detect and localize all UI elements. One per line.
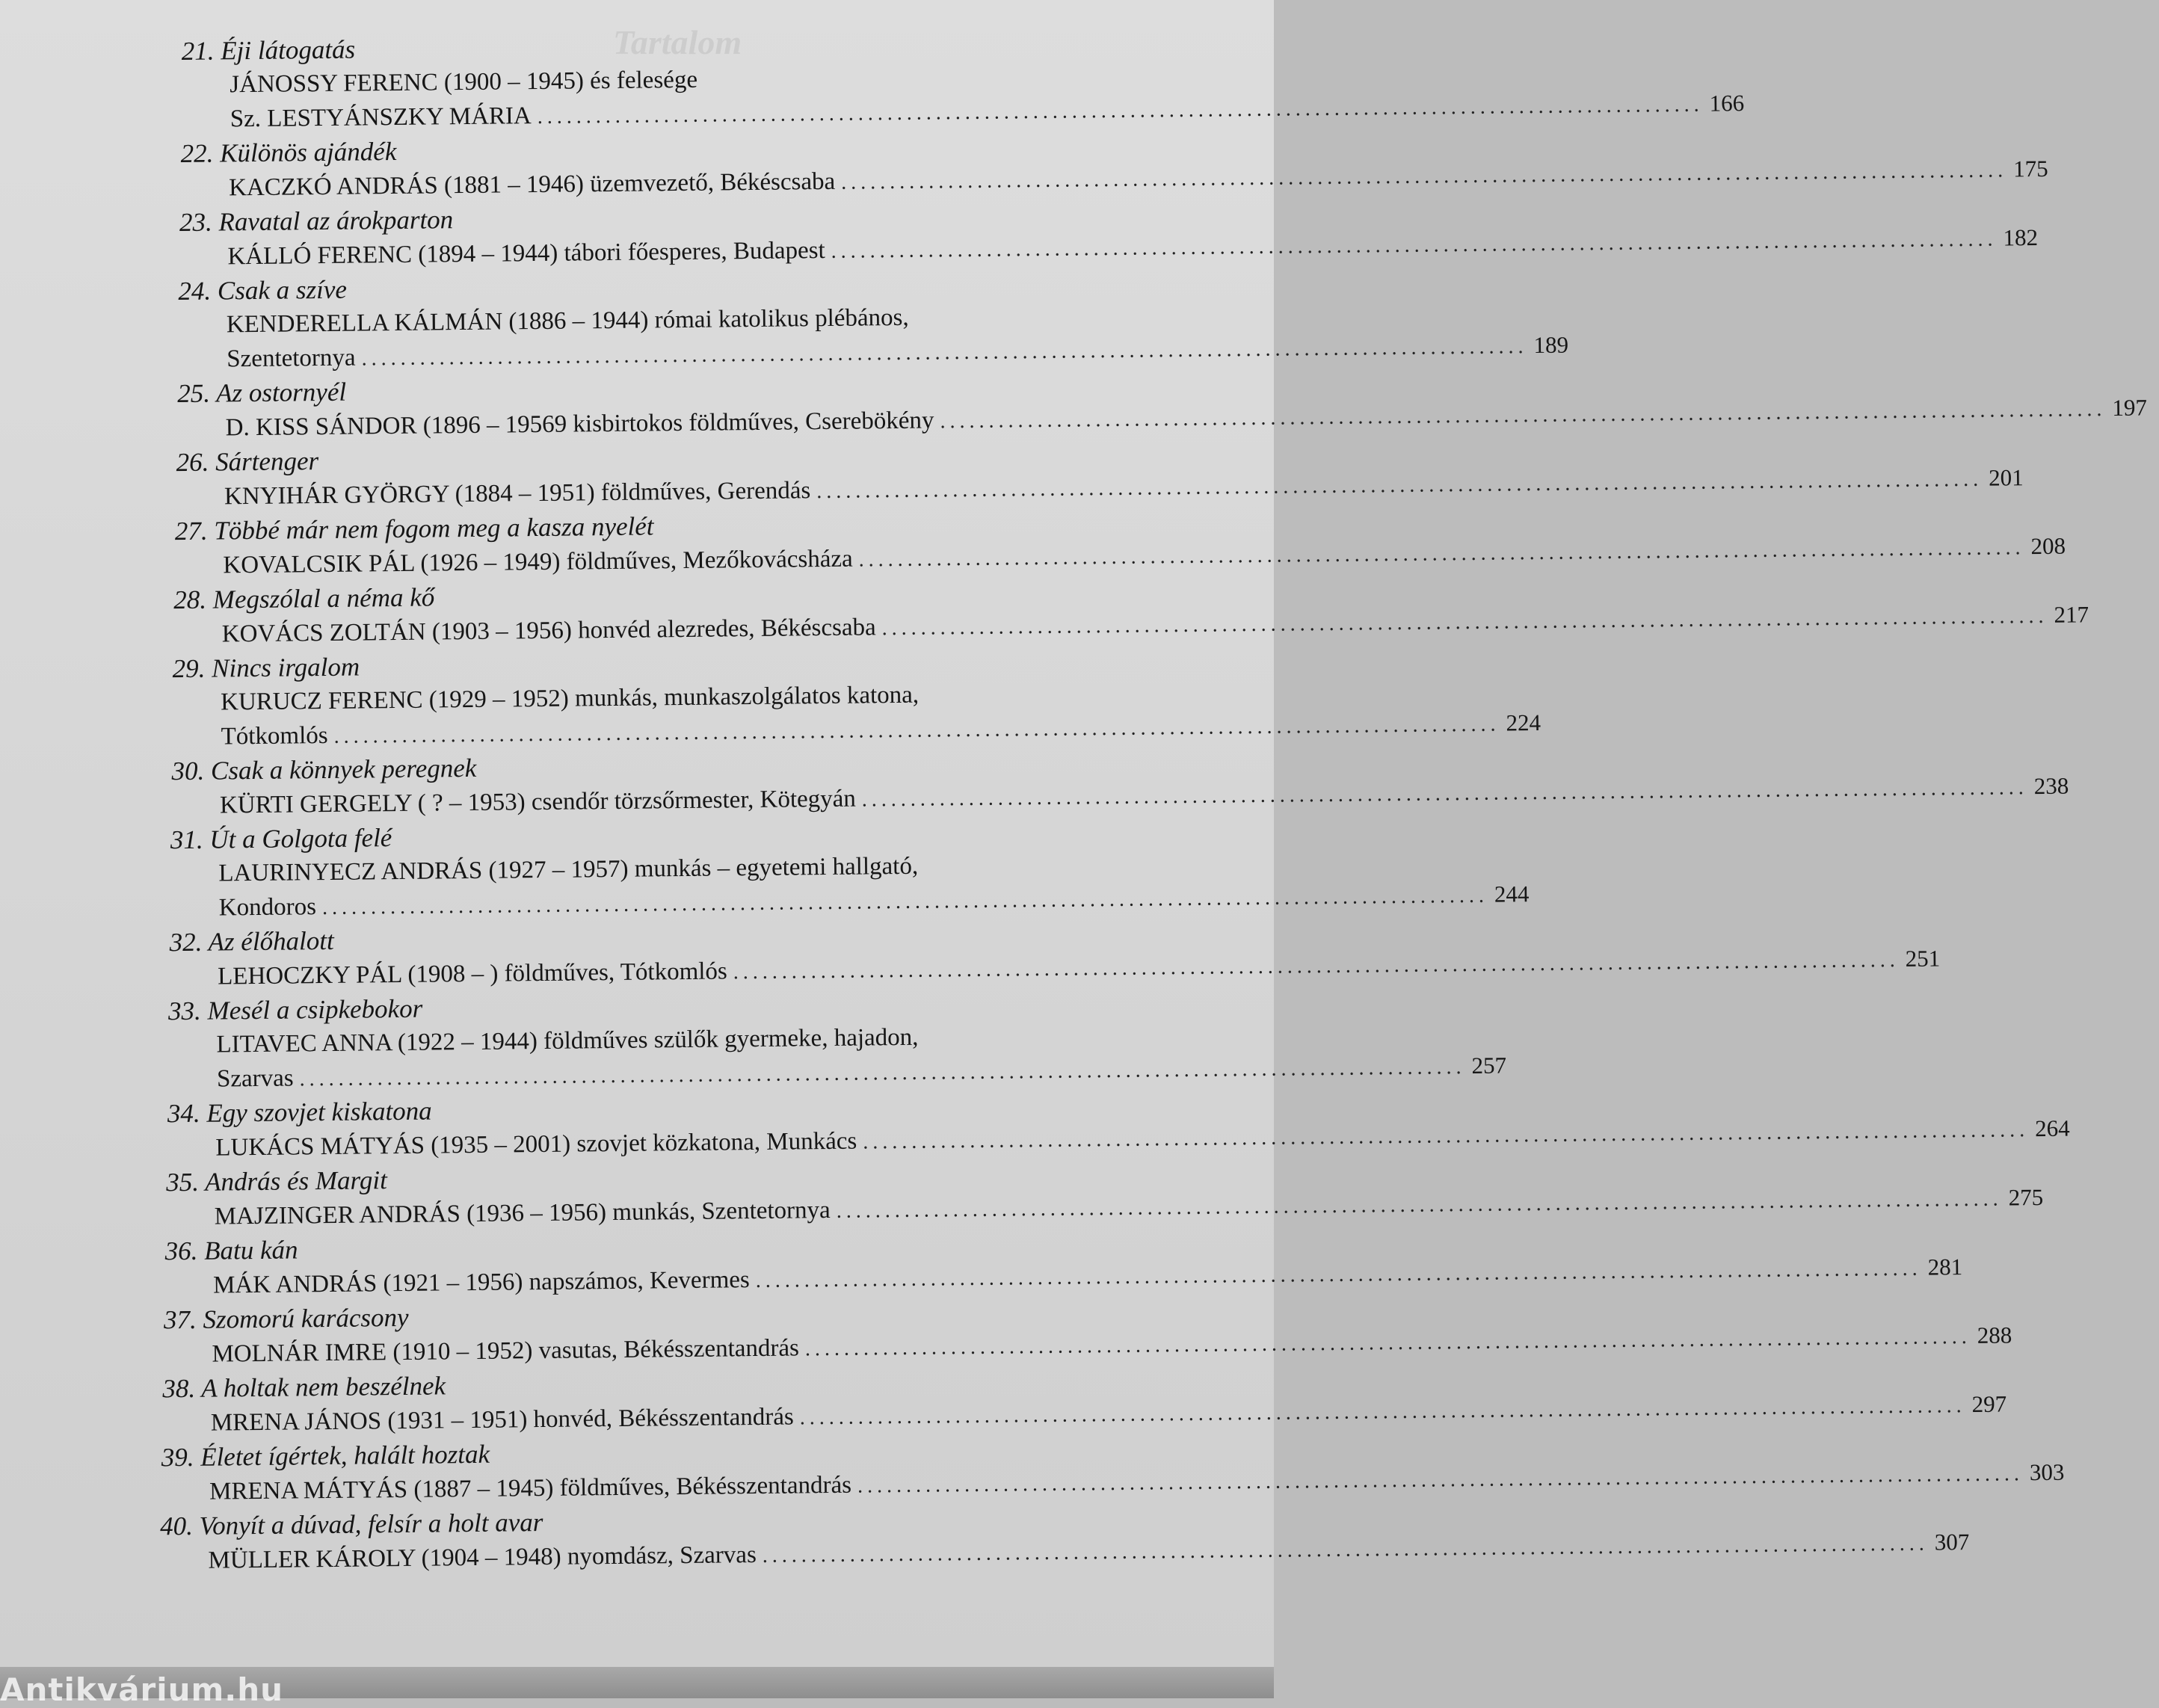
entry-number: 30. [171,756,205,786]
entry-title: Vonyít a dúvad, felsír a holt avar [199,1508,543,1541]
page-number: 244 [1494,881,1530,907]
toc-entry [4,434,2024,516]
dot-leader: ........................................................................................................................ [333,712,1500,748]
toc-entry [13,1292,2012,1373]
page-number: 275 [2008,1183,2044,1211]
page-number: 208 [2030,532,2066,560]
entry-title: Sártenger [215,446,319,477]
page-number: 224 [1506,709,1542,736]
toc-entry [10,1085,2070,1167]
toc-entry [4,503,2066,585]
entry-number: 22. [180,138,214,168]
entry-title: András és Margit [204,1165,388,1197]
toc-entry [3,366,2148,447]
page-number: 264 [2034,1114,2070,1142]
toc-entry [5,572,2089,653]
entry-person: Tótkomlós [221,721,328,750]
entry-person: KURUCZ FERENC (1929 – 1952) munkás, munkaszolgálatos katona, [220,681,920,716]
toc-entry [2,263,1569,378]
page-number: 288 [1977,1322,2012,1348]
dot-leader: ........................................................................................................................ [361,335,1528,371]
toc-entry [0,23,1745,138]
entry-person: MÁK ANDRÁS (1921 – 1956) napszámos, Kevermes [212,1266,750,1299]
table-of-contents [0,23,2148,1580]
dot-leader: ........................................................................................................................ [857,1462,2024,1498]
page-number: 303 [2029,1458,2065,1486]
page-number: 238 [2033,772,2069,800]
entry-person: MÜLLER KÁROLY (1904 – 1948) nyomdász, Szarvas [208,1541,757,1574]
dot-leader: ........................................................................................................................ [816,467,1983,504]
entry-person: MRENA MÁTYÁS (1887 – 1945) földműves, Békésszentandrás [209,1471,852,1505]
entry-person: KOVALCSIK PÁL (1926 – 1949) földműves, Mezőkovácsháza [223,545,853,579]
page-number: 251 [1905,945,1941,972]
entry-number: 24. [178,276,212,306]
watermark: Antikvárium.hu [0,1671,284,1708]
page-number: 175 [2012,155,2048,182]
entry-number: 23. [179,207,212,238]
entry-person: LUKÁCS MÁTYÁS (1935 – 2001) szovjet közkatona, Munkács [215,1127,857,1162]
entry-title: Mesél a csipkebokor [207,993,423,1026]
entry-title: Az élőhalott [208,925,334,957]
entry-number: 34. [167,1098,200,1129]
entry-person: KACZKÓ ANDRÁS (1881 – 1946) üzemvezető, Békéscsaba [228,167,836,202]
dot-leader: ........................................................................................................................ [858,536,2025,572]
entry-person: Sz. LESTYÁNSZKY MÁRIA [230,102,532,133]
entry-title: A holtak nem beszélnek [201,1371,446,1403]
toc-entry [6,641,1542,756]
dot-leader: ........................................................................................................................ [762,1532,1929,1567]
toc-entry [1,194,2039,276]
dot-leader: ........................................................................................................................ [940,398,2107,434]
dot-leader: ........................................................................................................................ [861,776,2028,812]
toc-entry [15,1498,1970,1579]
entry-number: 32. [169,927,203,958]
entry-number: 36. [164,1236,198,1266]
entry-person: KENDERELLA KÁLMÁN (1886 – 1944) római katolikus plébános, [226,303,909,339]
entry-number: 39. [161,1442,194,1473]
dot-leader: ........................................................................................................................ [799,1394,1966,1430]
toc-entry [7,743,2069,824]
toc-entry [12,1223,1963,1304]
entry-number: 37. [163,1304,197,1335]
entry-title: Ravatal az árokparton [218,205,454,237]
entry-person: KOVÁCS ZOLTÁN (1903 – 1956) honvéd alezredes, Békéscsaba [221,614,876,648]
entry-title: Csak a szíve [217,274,348,306]
dot-leader: ........................................................................................................................ [841,158,2008,194]
entry-person: D. KISS SÁNDOR (1896 – 19569 kisbirtokos földműves, Cserebökény [225,407,934,442]
entry-person: Szarvas [216,1064,294,1093]
page-number: 182 [2003,223,2039,251]
page-number: 201 [1988,464,2024,491]
entry-person: MAJZINGER ANDRÁS (1936 – 1956) munkás, Szentetornya [214,1196,831,1230]
entry-title: Éji látogatás [221,34,356,66]
entry-person: KNYIHÁR GYÖRGY (1884 – 1951) földműves, Gerendás [224,477,811,511]
entry-person: LAURINYECZ ANDRÁS (1927 – 1957) munkás – egyetemi hallgató, [218,852,919,887]
page-number: 166 [1709,90,1745,117]
entry-person: MOLNÁR IMRE (1910 – 1952) vasutas, Békésszentandrás [212,1334,800,1368]
entry-title: Az ostornyél [215,377,347,408]
page-number: 197 [2112,394,2148,421]
entry-title: Megszólal a néma kő [212,582,435,614]
entry-person: LITAVEC ANNA (1922 – 1944) földműves szülők gyermeke, hajadon, [216,1023,919,1058]
entry-person: Kondoros [218,893,317,922]
entry-number: 31. [170,824,203,855]
entry-person: KÜRTI GERGELY ( ? – 1953) csendőr törzsőrmester, Kötegyán [219,785,856,819]
dot-leader: ........................................................................................................................ [863,1118,2030,1154]
dot-leader: ........................................................................................................................ [321,884,1489,920]
page-number: 281 [1927,1254,1963,1280]
dot-leader: ........................................................................................................................ [804,1325,1971,1361]
show-through-heading: Tartalom [613,23,742,61]
entry-title: Batu kán [203,1235,298,1265]
entry-title: Szomorú karácsony [203,1302,409,1334]
entry-number: 21. [181,36,215,66]
entry-number: 28. [173,585,207,615]
entry-person: Szentetornya [227,344,356,373]
toc-entry [1,126,2048,207]
page-number: 189 [1533,331,1569,359]
dot-leader: ........................................................................................................................ [755,1257,1922,1293]
entry-number: 26. [176,447,209,478]
page-number: 217 [2054,601,2089,628]
entry-title: Különös ajándék [219,136,397,168]
entry-number: 38. [162,1373,196,1404]
page-number: 257 [1471,1052,1507,1079]
dot-leader: ........................................................................................................................ [836,1187,2003,1223]
dot-leader: ........................................................................................................................ [299,1055,1466,1091]
toc-entry [8,812,1530,927]
entry-person: MRENA JÁNOS (1931 – 1951) honvéd, Békésszentandrás [210,1403,794,1437]
entry-number: 35. [166,1167,200,1197]
entry-number: 33. [167,996,202,1026]
page-number: 297 [1971,1390,2007,1417]
dot-leader: ........................................................................................................................ [733,948,1900,984]
entry-number: 25. [177,378,211,409]
entry-person: JÁNOSSY FERENC (1900 – 1945) és felesége [230,66,698,99]
toc-entry [9,914,1941,996]
page-number: 307 [1934,1529,1970,1556]
entry-title: Egy szovjet kiskatona [206,1096,432,1128]
entry-title: Nincs irgalom [211,652,360,683]
entry-title: Többé már nem fogom meg a kasza nyelét [214,511,654,546]
dot-leader: ........................................................................................................................ [831,227,1998,263]
dot-leader: ........................................................................................................................ [537,93,1704,129]
entry-title: Csak a könnyek peregnek [210,753,477,786]
entry-title: Életet ígértek, halált hoztak [200,1439,490,1472]
entry-number: 40. [159,1511,194,1541]
toc-entry [13,1360,2007,1442]
toc-entry [11,1154,2044,1236]
entry-person: KÁLLÓ FERENC (1894 – 1944) tábori főesperes, Budapest [227,236,825,271]
entry-number: 27. [174,516,208,546]
toc-entry [14,1429,2065,1511]
entry-person: LEHOCZKY PÁL (1908 – ) földműves, Tótkomlós [217,958,727,990]
entry-title: Út a Golgota felé [209,823,392,854]
entry-number: 29. [172,653,206,684]
dot-leader: ........................................................................................................................ [881,604,2048,641]
toc-entry [10,983,1507,1098]
